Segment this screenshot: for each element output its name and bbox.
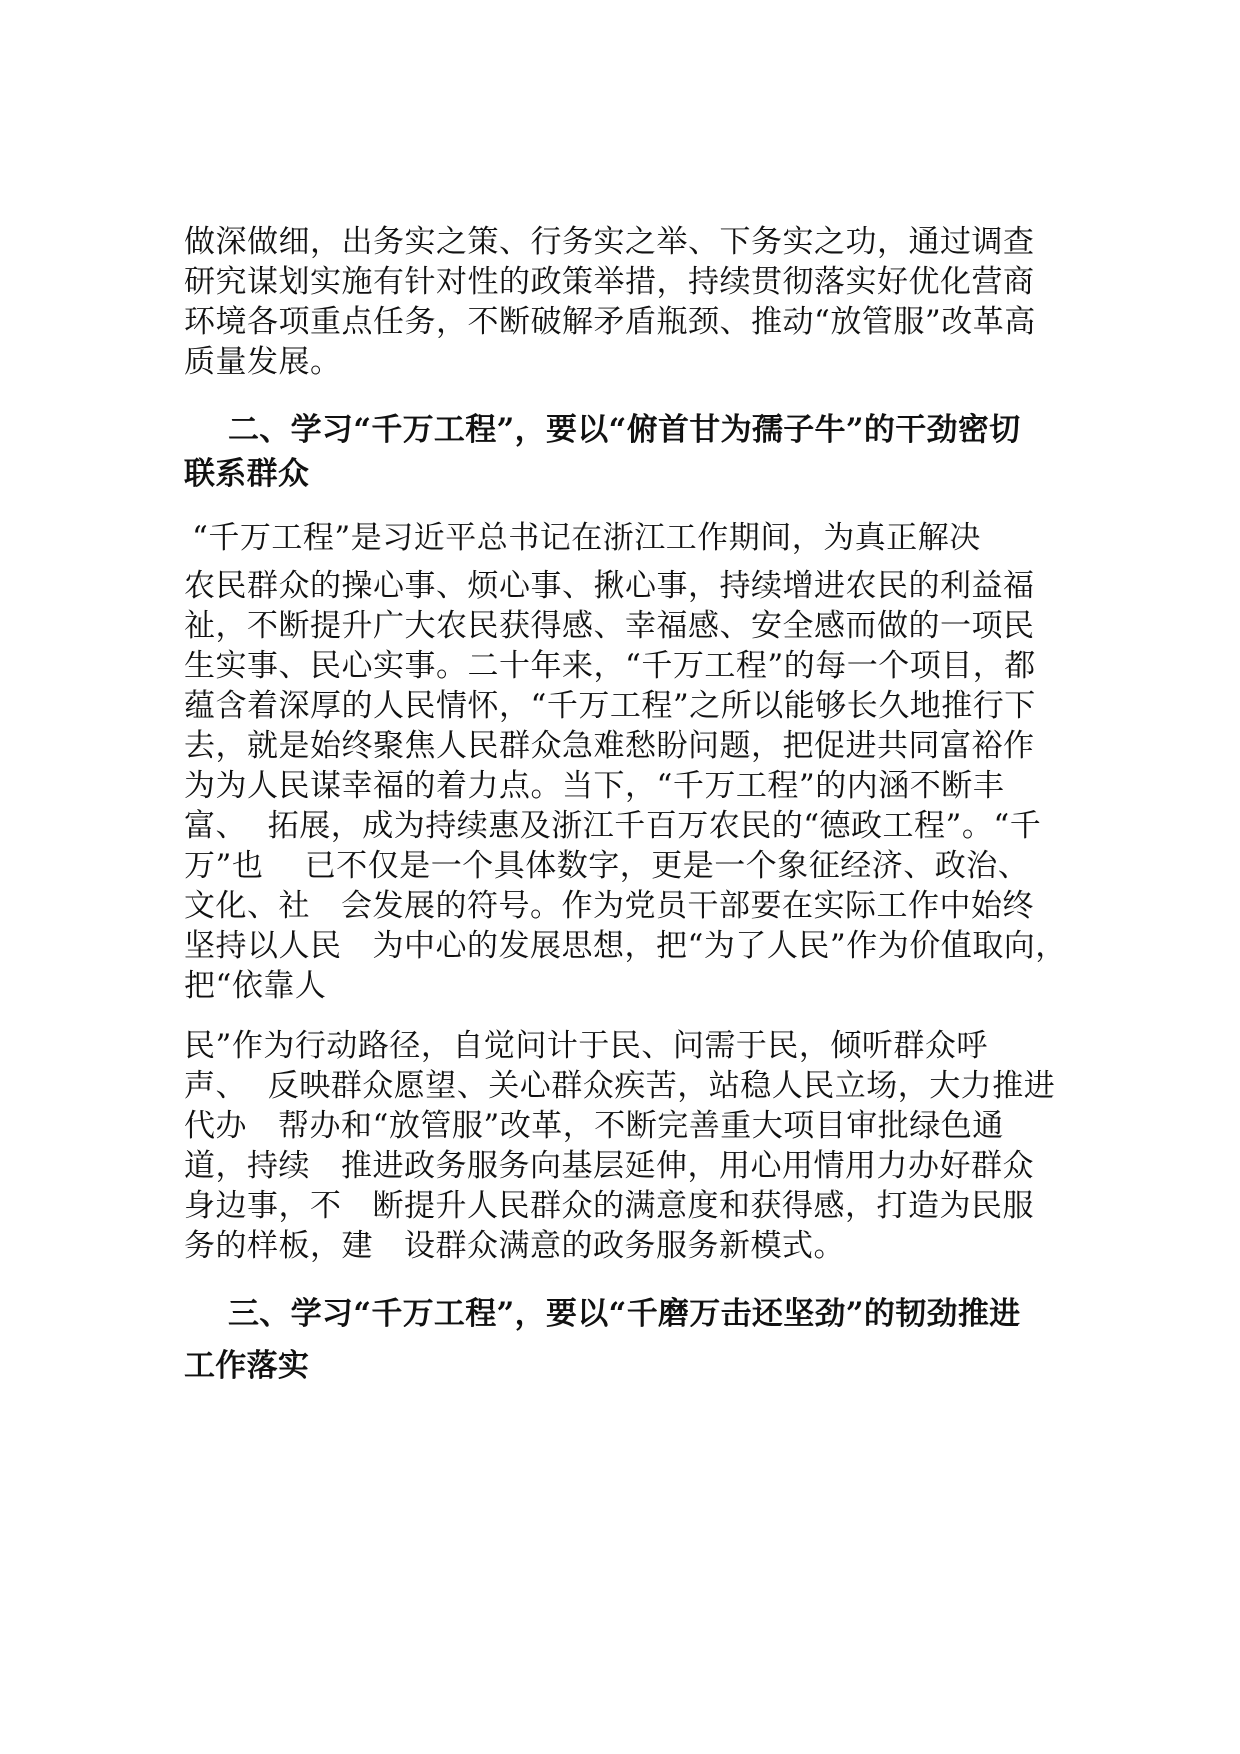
paragraph-line: 农民群众的操心事、烦心事、揪心事，持续增进农民的利益福	[184, 568, 1035, 604]
paragraph-line: 去，就是始终聚焦人民群众急难愁盼问题，把促进共同富裕作	[184, 728, 1035, 764]
paragraph-line: 声、 反映群众愿望、关心群众疾苦，站稳人民立场，大力推进	[184, 1068, 1056, 1104]
paragraph-line: 把“依靠人	[184, 968, 327, 1004]
paragraph-line: 坚持以人民 为中心的发展思想，把“为了人民”作为价值取向，	[184, 928, 1067, 964]
paragraph-line: 生实事、民心实事。二十年来，“千万工程”的每一个项目，都	[184, 648, 1036, 684]
paragraph-line: 民”作为行动路径，自觉问计于民、问需于民，倾听群众呼	[184, 1028, 988, 1064]
paragraph-line: “千万工程”是习近平总书记在浙江工作期间，为真正解决	[192, 520, 981, 556]
section-heading: 联系群众	[184, 456, 310, 492]
section-heading: 工作落实	[184, 1348, 310, 1384]
paragraph-line: 做深做细，出务实之策、行务实之举、下务实之功，通过调查	[184, 224, 1035, 260]
section-heading: 二、学习“千万工程”，要以“俯首甘为孺子牛”的干劲密切	[228, 412, 1021, 448]
paragraph-line: 富、 拓展，成为持续惠及浙江千百万农民的“德政工程”。“千	[184, 808, 1042, 844]
paragraph-line: 蕴含着深厚的人民情怀，“千万工程”之所以能够长久地推行下	[184, 688, 1036, 724]
paragraph-line: 研究谋划实施有针对性的政策举措，持续贯彻落实好优化营商	[184, 264, 1035, 300]
paragraph-line: 祉，不断提升广大农民获得感、幸福感、安全感而做的一项民	[184, 608, 1035, 644]
paragraph-line: 为为人民谋幸福的着力点。当下，“千万工程”的内涵不断丰	[184, 768, 1005, 804]
paragraph-line: 环境各项重点任务，不断破解矛盾瓶颈、推动“放管服”改革高	[184, 304, 1036, 340]
paragraph-line: 文化、社 会发展的符号。作为党员干部要在实际工作中始终	[184, 888, 1035, 924]
paragraph-line: 代办 帮办和“放管服”改革，不断完善重大项目审批绿色通	[184, 1108, 1004, 1144]
section-heading: 三、学习“千万工程”，要以“千磨万击还坚劲”的韧劲推进	[228, 1296, 1021, 1332]
paragraph-line: 道，持续 推进政务服务向基层延伸，用心用情用力办好群众	[184, 1148, 1035, 1184]
paragraph-line: 身边事，不 断提升人民群众的满意度和获得感，打造为民服	[184, 1188, 1035, 1224]
paragraph-line: 务的样板，建 设群众满意的政务服务新模式。	[184, 1228, 846, 1264]
paragraph-line: 质量发展。	[184, 344, 342, 380]
paragraph-line: 万”也 已不仅是一个具体数字，更是一个象征经济、政治、	[184, 848, 1030, 884]
